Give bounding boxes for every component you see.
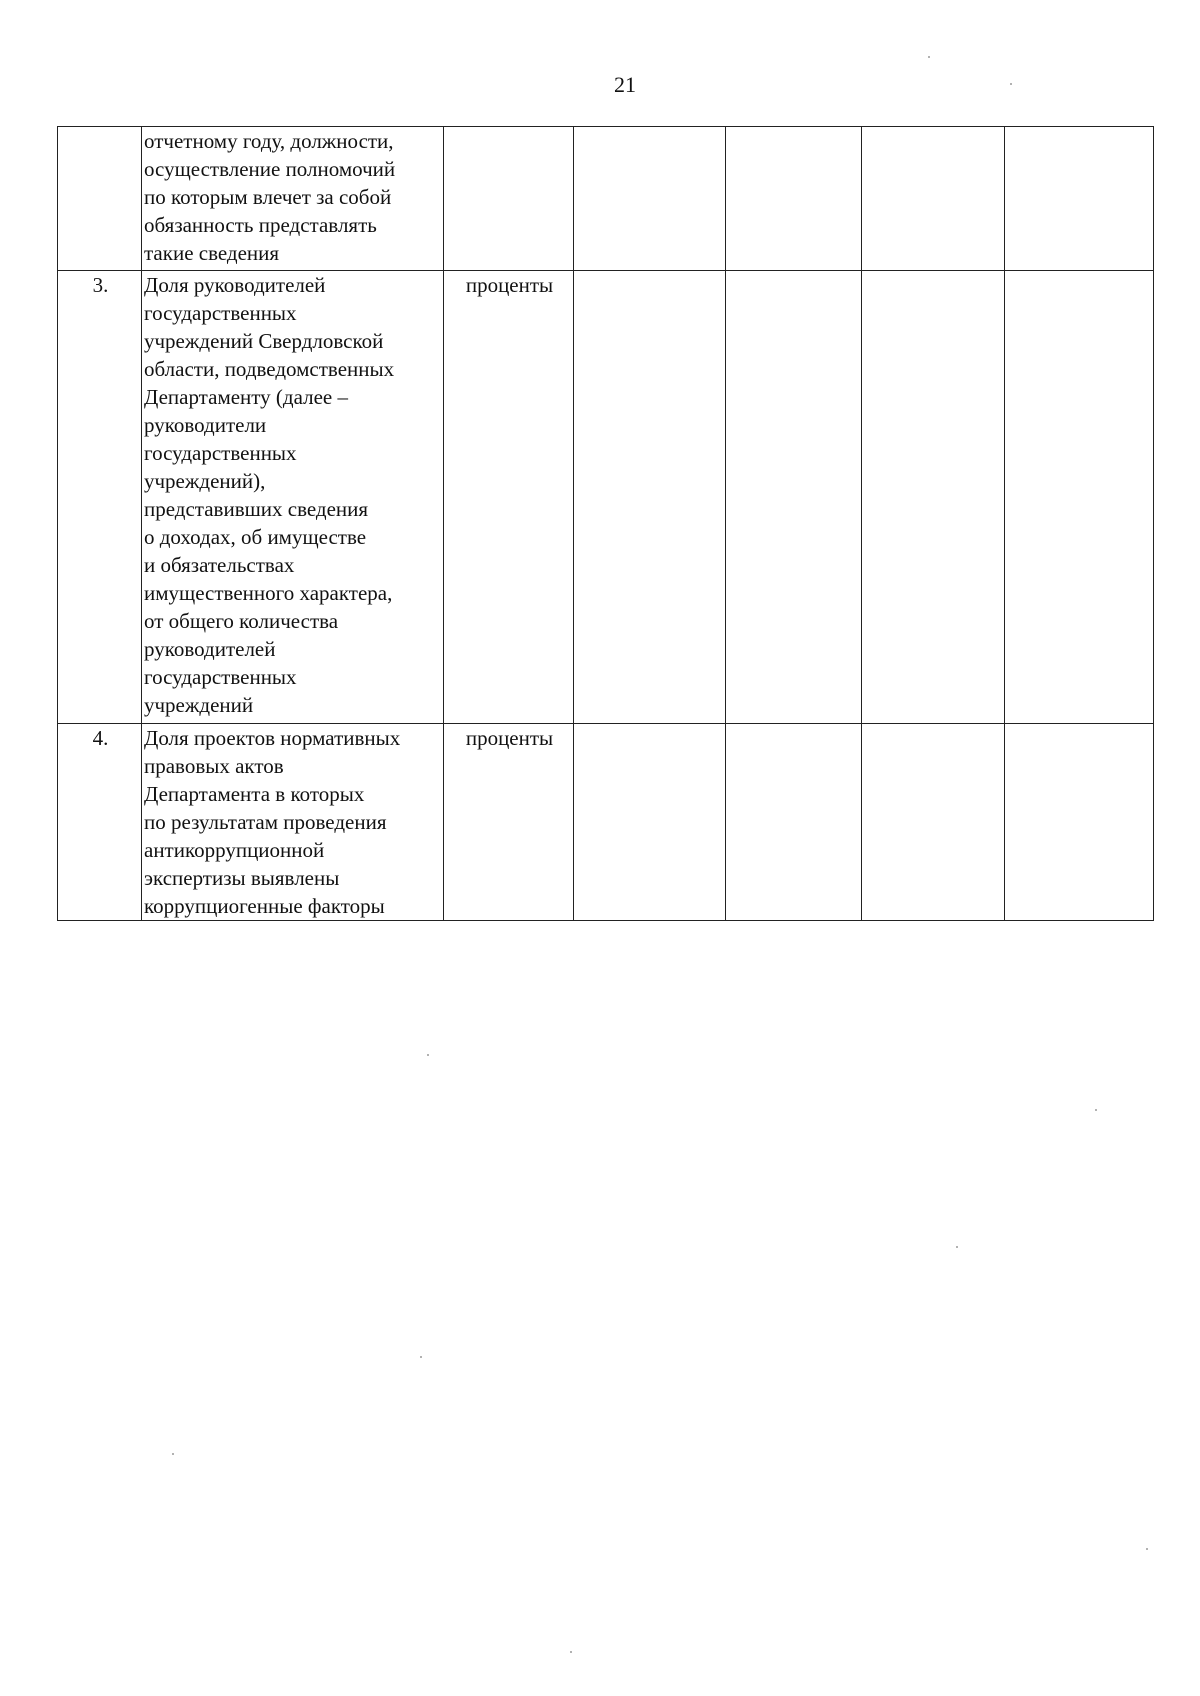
description-line: антикоррупционной xyxy=(144,838,325,862)
description-line: области, подведомственных xyxy=(144,357,395,381)
empty-cell xyxy=(726,724,862,921)
row-number-cell xyxy=(58,127,142,271)
description-cell xyxy=(142,127,444,271)
scan-speck xyxy=(1095,1109,1097,1111)
scan-speck xyxy=(1146,1548,1148,1550)
description-line: и обязательствах xyxy=(144,553,295,577)
description-line: от общего количества xyxy=(144,609,339,633)
row-number-cell: 4. xyxy=(58,724,142,921)
empty-cell xyxy=(726,271,862,724)
scan-speck xyxy=(928,56,930,58)
description-line: государственных xyxy=(144,665,297,689)
description-line: Доля руководителей xyxy=(144,273,326,297)
table-row xyxy=(58,271,1154,724)
description-line: правовых актов xyxy=(144,754,284,778)
description-line: руководители xyxy=(144,413,267,437)
description-line: осуществление полномочий xyxy=(144,157,396,181)
description-cell xyxy=(142,724,444,921)
description-line: экспертизы выявлены xyxy=(144,866,340,890)
unit-cell: проценты xyxy=(444,724,574,921)
unit-cell: проценты xyxy=(444,271,574,724)
description-line: учреждений Свердловской xyxy=(144,329,384,353)
empty-cell xyxy=(862,271,1005,724)
description-line: обязанность представлять xyxy=(144,213,377,237)
table-row xyxy=(58,724,1154,921)
description-line: государственных xyxy=(144,441,297,465)
empty-cell xyxy=(574,127,726,271)
description-line: по результатам проведения xyxy=(144,810,387,834)
empty-cell xyxy=(726,127,862,271)
empty-cell xyxy=(1005,724,1154,921)
description-line: о доходах, об имуществе xyxy=(144,525,367,549)
empty-cell xyxy=(574,724,726,921)
description-line: Департамента в которых xyxy=(144,782,365,806)
description-line: учреждений), xyxy=(144,469,266,493)
description-line: учреждений xyxy=(144,693,254,717)
scan-speck xyxy=(427,1054,429,1056)
description-line: имущественного характера, xyxy=(144,581,393,605)
empty-cell xyxy=(862,127,1005,271)
scan-speck xyxy=(420,1356,422,1358)
page-number: 21 xyxy=(614,72,636,97)
row-number-cell: 3. xyxy=(58,271,142,724)
indicator-table xyxy=(57,126,1154,921)
unit-cell xyxy=(444,127,574,271)
description-line: Департаменту (далее – xyxy=(144,385,348,409)
description-line: отчетному году, должности, xyxy=(144,129,394,153)
empty-cell xyxy=(574,271,726,724)
description-line: руководителей xyxy=(144,637,276,661)
scan-speck xyxy=(570,1651,572,1653)
description-line: представивших сведения xyxy=(144,497,369,521)
table-row xyxy=(58,127,1154,271)
empty-cell xyxy=(862,724,1005,921)
description-line: такие сведения xyxy=(144,241,280,265)
empty-cell xyxy=(1005,271,1154,724)
scan-speck xyxy=(172,1453,174,1455)
scan-speck xyxy=(1010,83,1012,85)
empty-cell xyxy=(1005,127,1154,271)
description-cell xyxy=(142,271,444,724)
scan-speck xyxy=(956,1246,958,1248)
description-line: коррупциогенные факторы xyxy=(144,894,385,918)
description-line: государственных xyxy=(144,301,297,325)
description-line: Доля проектов нормативных xyxy=(144,726,401,750)
description-line: по которым влечет за собой xyxy=(144,185,392,209)
